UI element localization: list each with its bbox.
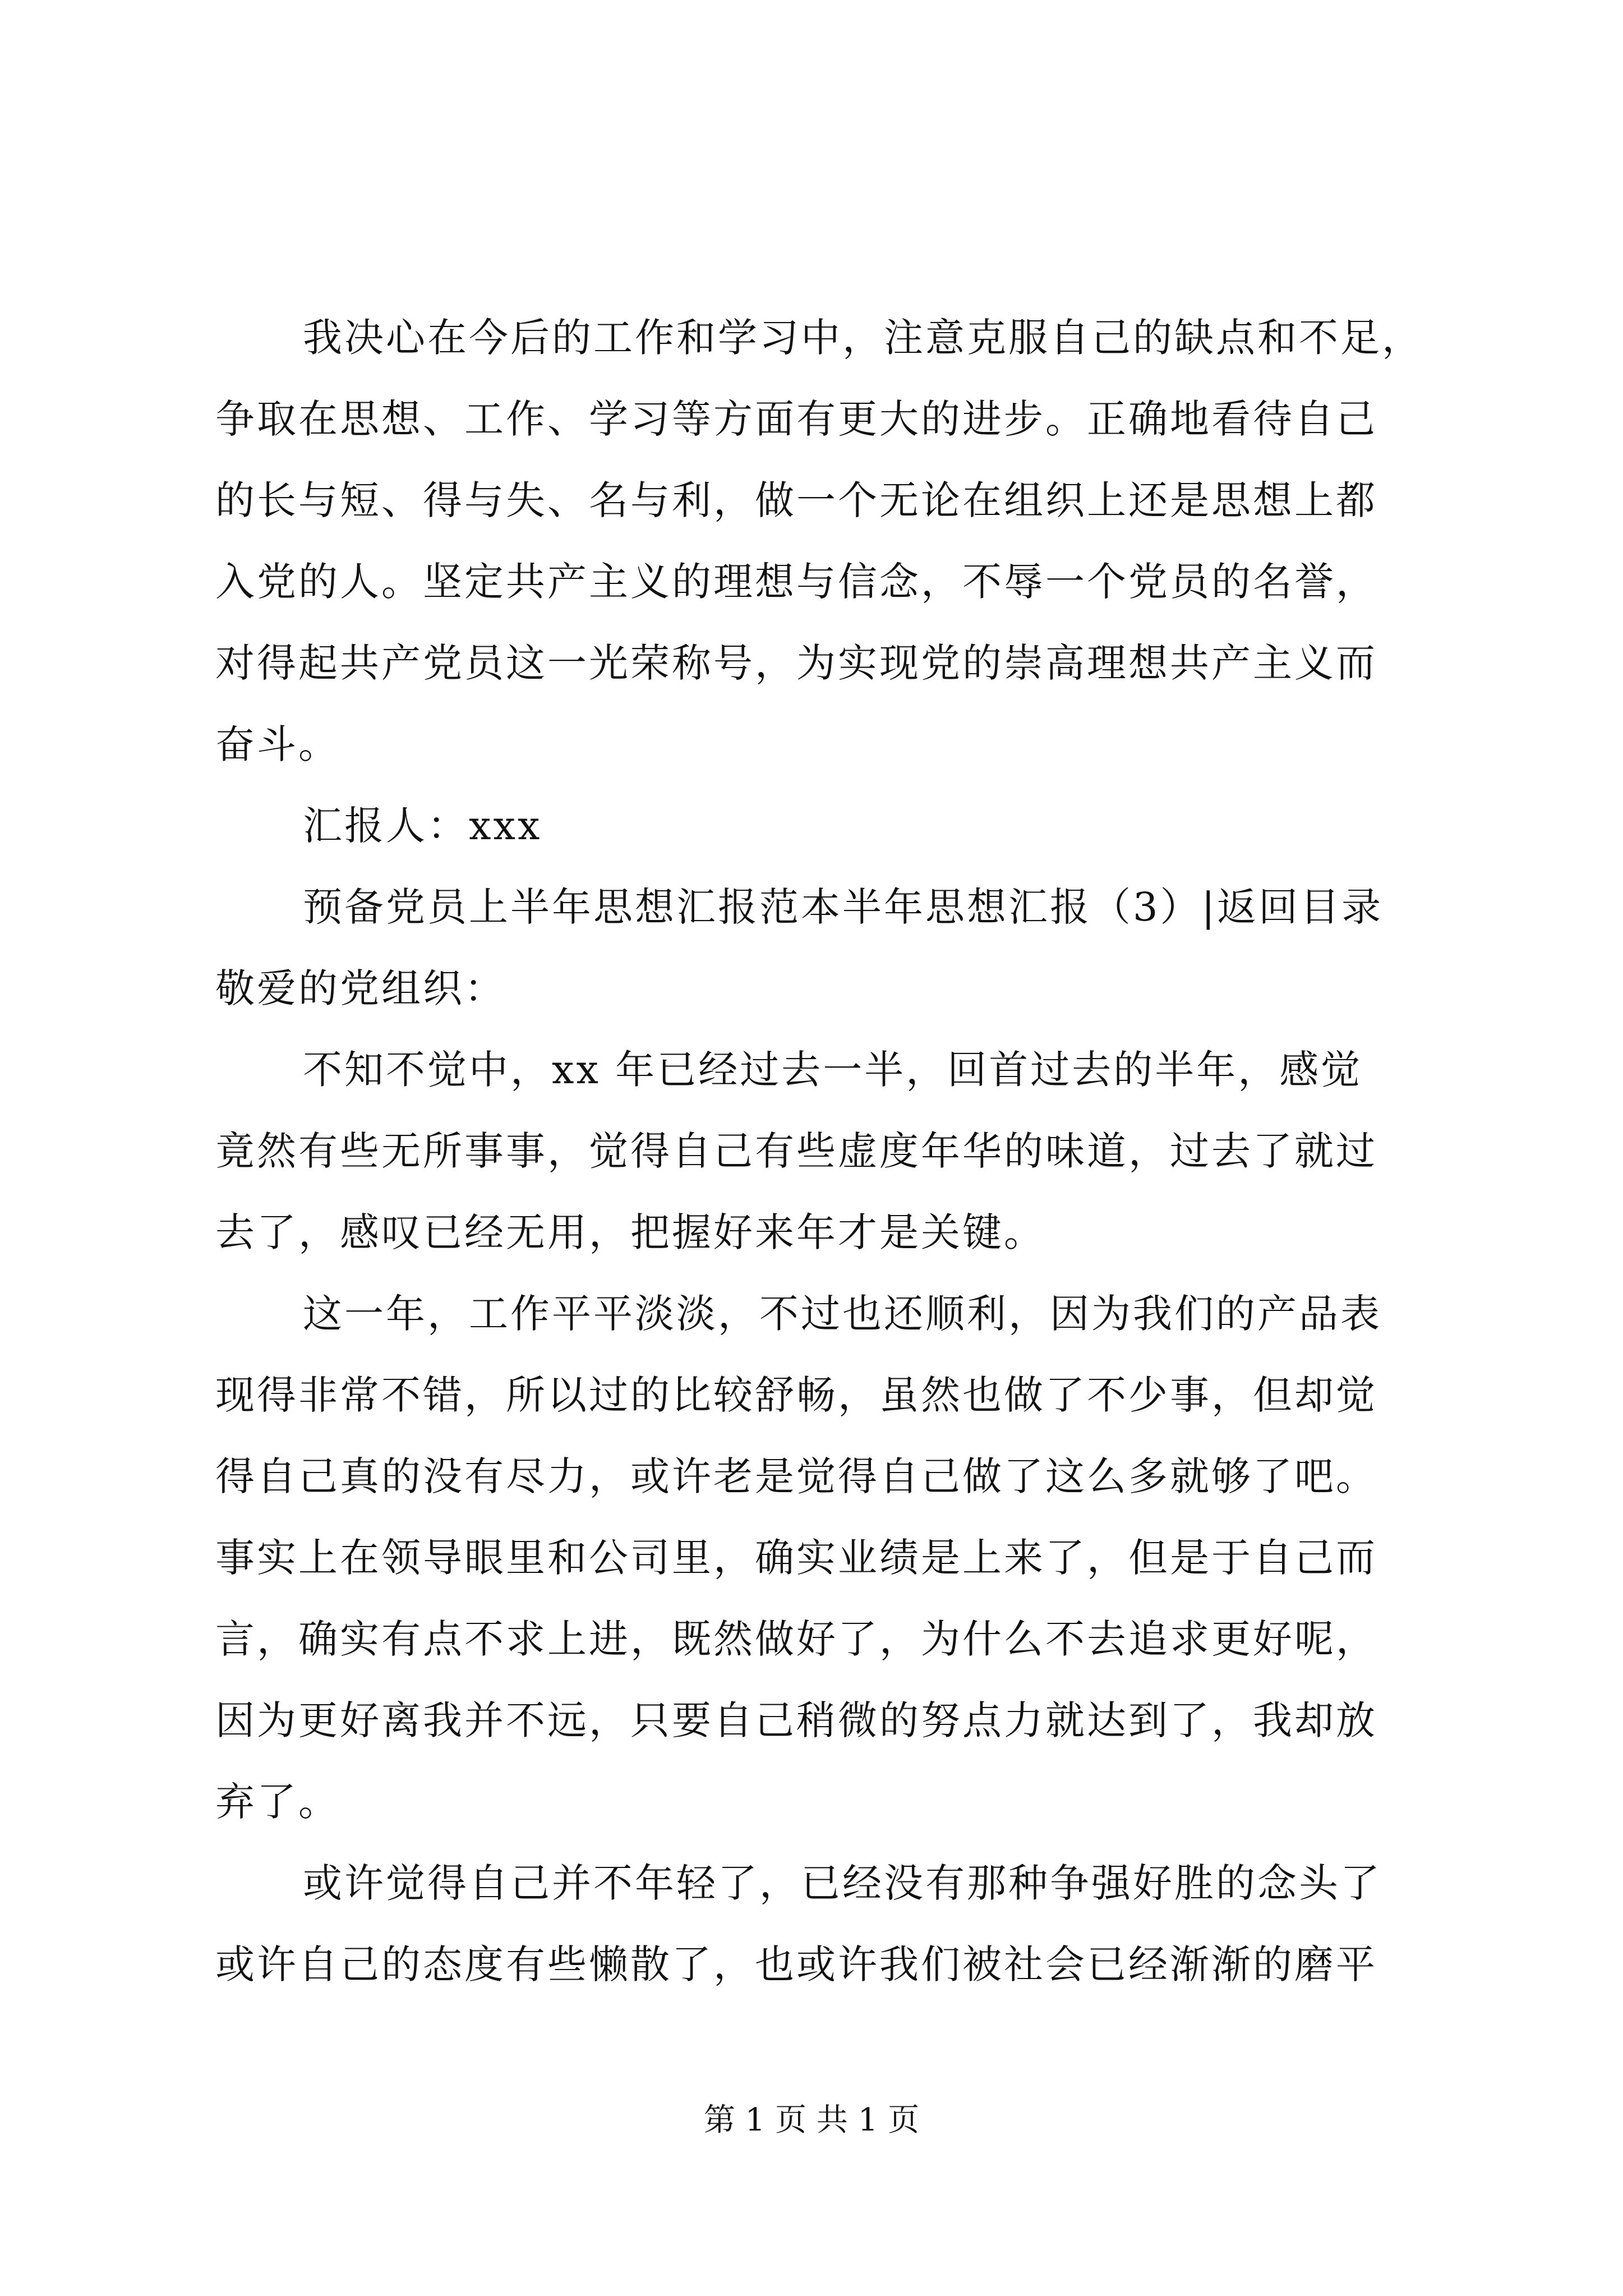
text-line: 去了，感叹已经无用，把握好来年才是关键。 xyxy=(215,1209,1045,1255)
text-line: 竟然有些无所事事，觉得自己有些虚度年华的味道，过去了就过 xyxy=(215,1128,1377,1174)
text-line: 不知不觉中，xx 年已经过去一半，回首过去的半年，感觉 xyxy=(303,1047,1363,1093)
text-line: 现得非常不错，所以过的比较舒畅，虽然也做了不少事，但却觉 xyxy=(215,1372,1377,1418)
text-line: 言，确实有点不求上进，既然做好了，为什么不去追求更好呢， xyxy=(215,1616,1377,1662)
text-line: 事实上在领导眼里和公司里，确实业绩是上来了，但是于自己而 xyxy=(215,1535,1377,1581)
text-line: 争取在思想、工作、学习等方面有更大的进步。正确地看待自己 xyxy=(215,396,1377,442)
section-heading: 预备党员上半年思想汇报范本半年思想汇报（3）|返回目录 xyxy=(303,884,1384,930)
text-line: 这一年，工作平平淡淡，不过也还顺利，因为我们的产品表 xyxy=(303,1291,1382,1337)
text-line: 得自己真的没有尽力，或许老是觉得自己做了这么多就够了吧。 xyxy=(215,1453,1377,1499)
salutation: 敬爱的党组织： xyxy=(215,965,506,1011)
text-line: 或许觉得自己并不年轻了，已经没有那种争强好胜的念头了 xyxy=(303,1860,1382,1906)
text-line: 入党的人。坚定共产主义的理想与信念，不辱一个党员的名誉， xyxy=(215,559,1377,605)
text-line: 对得起共产党员这一光荣称号，为实现党的崇高理想共产主义而 xyxy=(215,640,1377,686)
text-line: 我决心在今后的工作和学习中，注意克服自己的缺点和不足， xyxy=(303,315,1423,361)
text-line: 的长与短、得与失、名与利，做一个无论在组织上还是思想上都 xyxy=(215,477,1377,523)
text-line: 或许自己的态度有些懒散了，也或许我们被社会已经渐渐的磨平 xyxy=(215,1941,1377,1987)
page-number-footer: 第 1 页 共 1 页 xyxy=(703,2102,920,2138)
text-line: 奋斗。 xyxy=(215,721,340,767)
text-line: 因为更好离我并不远，只要自己稍微的努点力就达到了，我却放 xyxy=(215,1697,1377,1743)
text-line: 弃了。 xyxy=(215,1779,340,1825)
signature-line: 汇报人：xxx xyxy=(303,803,542,849)
